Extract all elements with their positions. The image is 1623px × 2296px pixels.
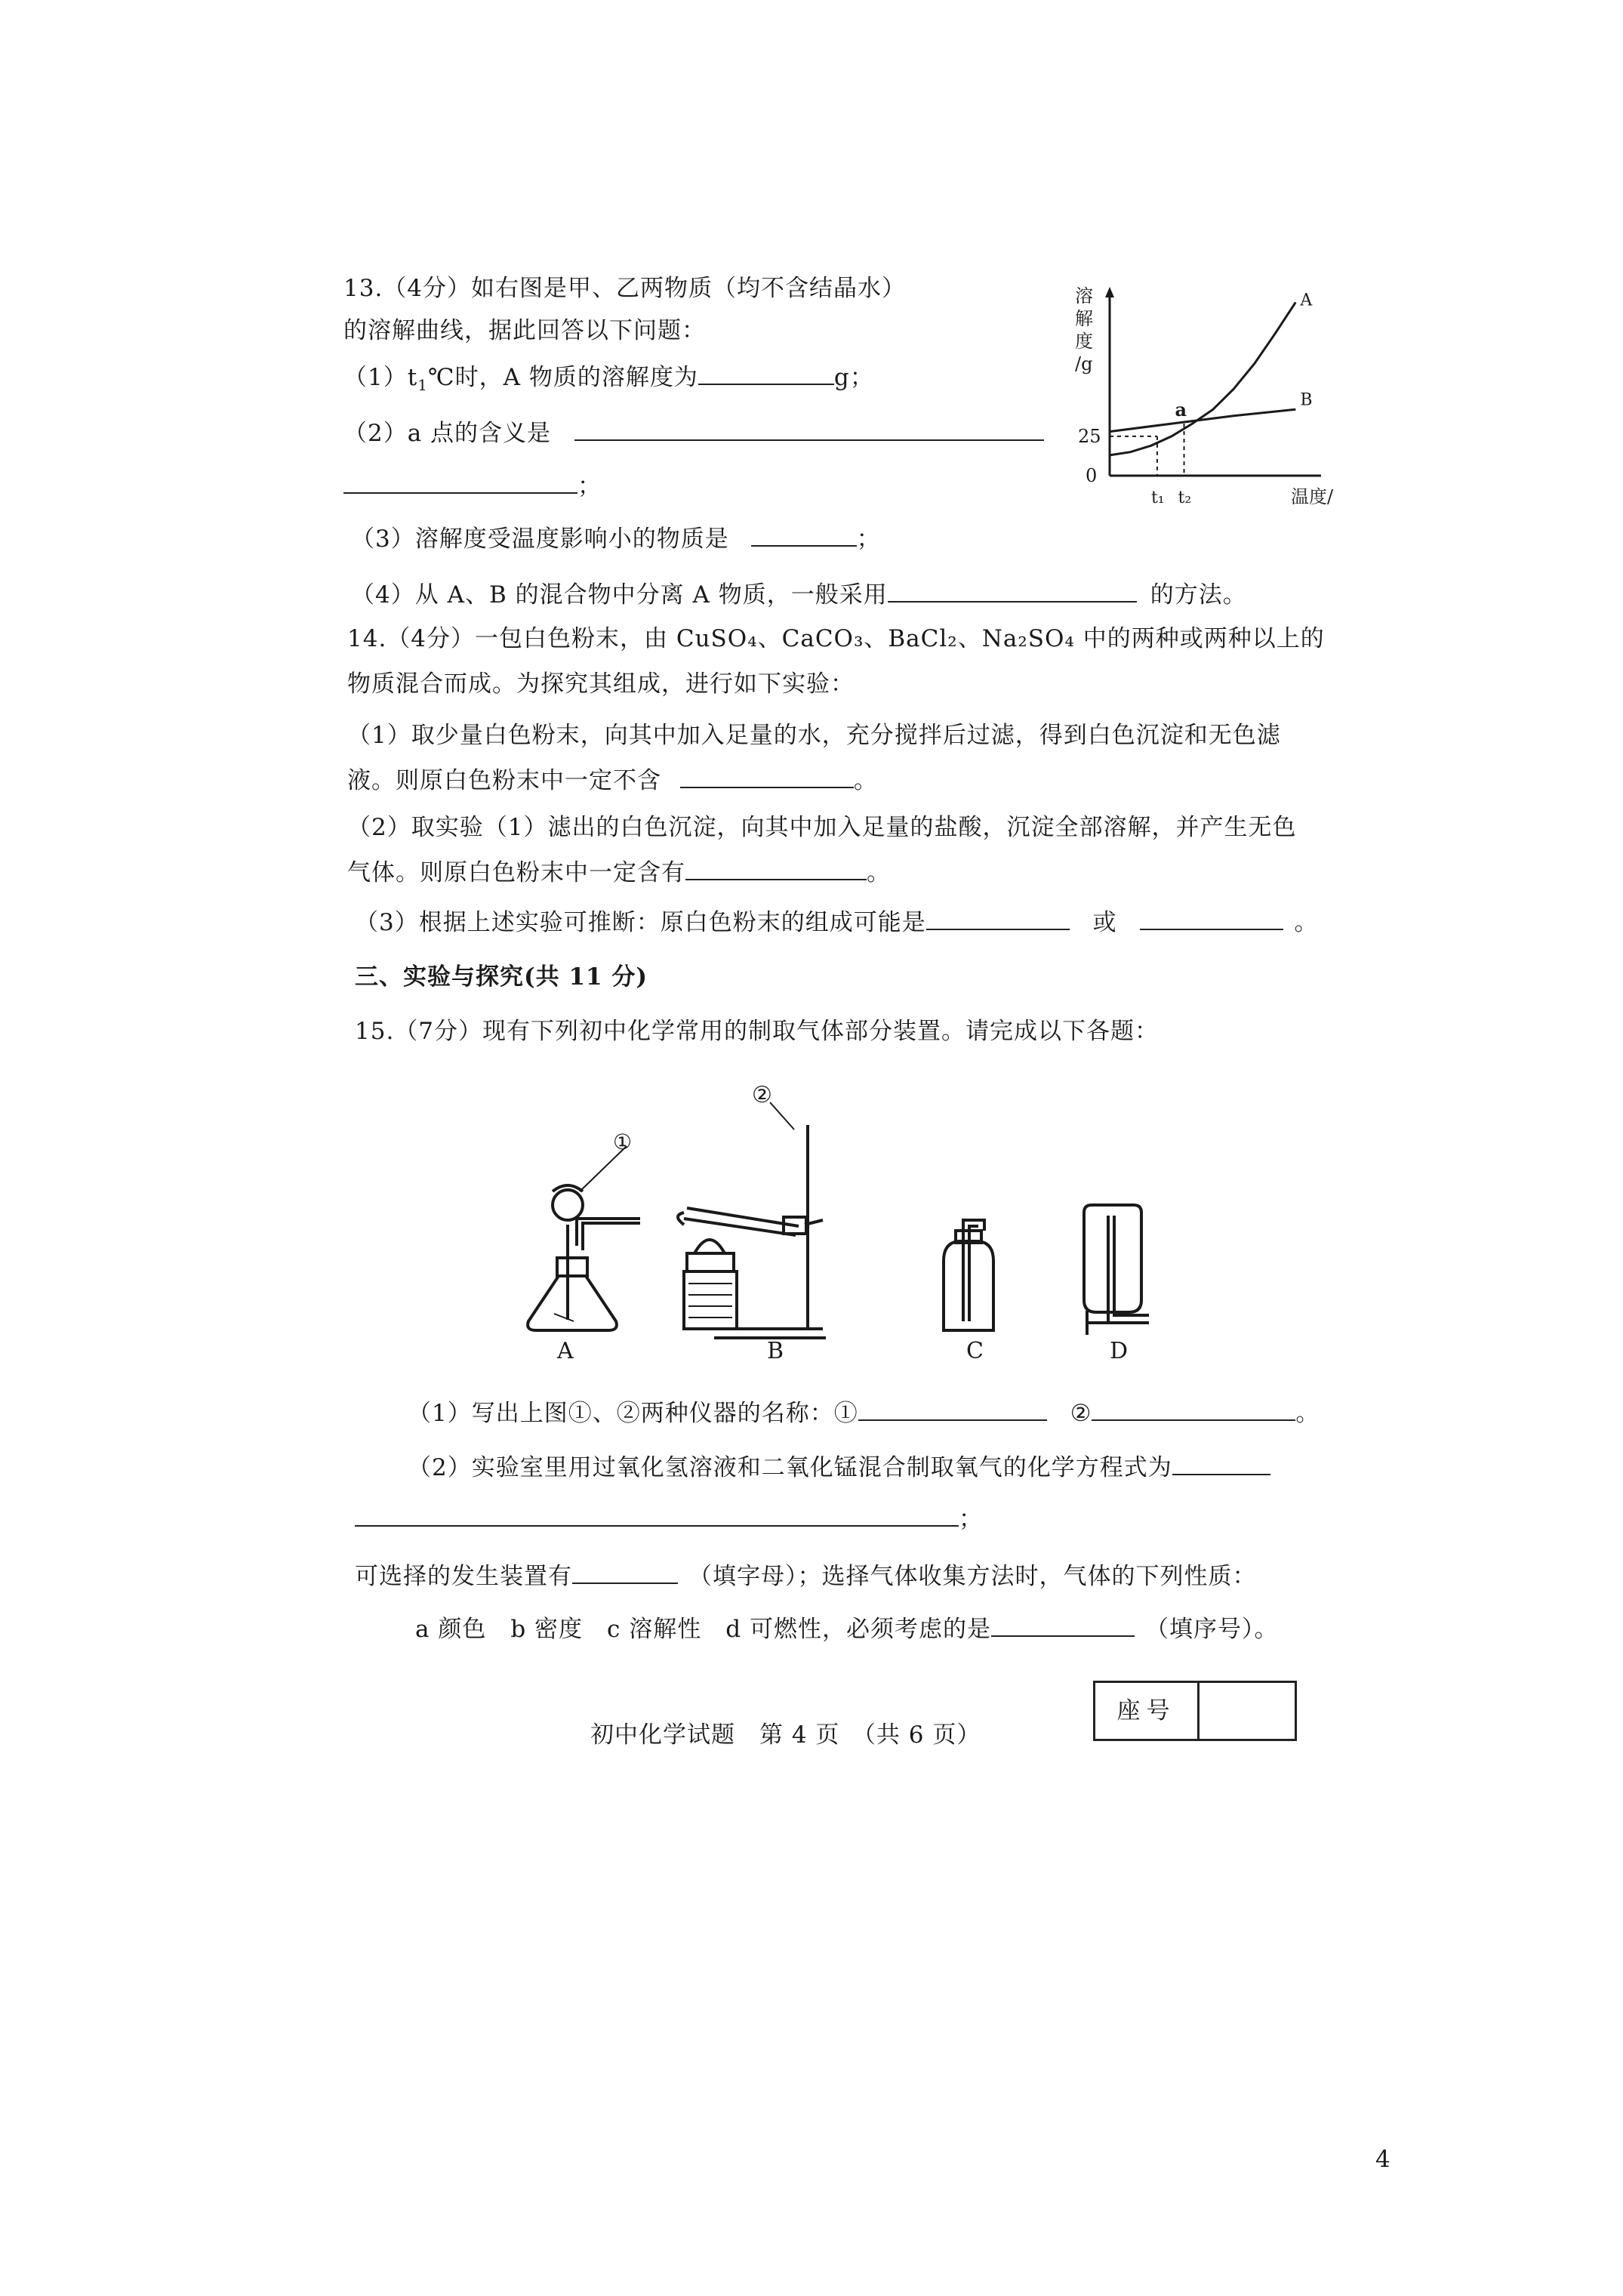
q13-part2-end: ； xyxy=(577,473,602,500)
q14-part2b-end: 。 xyxy=(867,859,891,886)
y-tick-label: 0 xyxy=(1086,465,1098,486)
q15-part3-text-b: （填字母）；选择气体收集方法时，气体的下列性质： xyxy=(688,1563,1257,1590)
q15-equation-blank[interactable] xyxy=(355,1502,959,1527)
q14-title: 14.（4分）一包白色粉末，由 CuSO₄、CaCO₃、BaCl₂、Na₂SO₄ 中的两种或两种以上的 xyxy=(347,625,1325,652)
q13-part2-blank-2[interactable] xyxy=(343,470,577,494)
x-tick-label: t₁ xyxy=(1150,488,1165,507)
q13-part1 xyxy=(343,361,874,400)
q13-part3-blank[interactable] xyxy=(751,522,857,547)
q13-part1-blank[interactable] xyxy=(698,361,834,385)
q15-part1-text: （1）写出上图①、②两种仪器的名称：① xyxy=(408,1400,858,1427)
page-footer: 初中化学试题 第 4 页 （共 6 页） xyxy=(590,1721,981,1749)
section-3-heading: 三、实验与探究(共 11 分) xyxy=(355,963,648,991)
q14-part3-text: （3）根据上述实验可推断：原白色粉末的组成可能是 xyxy=(355,909,926,936)
q15-part4 xyxy=(415,1613,1278,1644)
q13-part4-text: （4）从 A、B 的混合物中分离 A 物质，一般采用 xyxy=(351,581,888,609)
apparatus-figure xyxy=(513,1065,1193,1382)
q15-part2-text: （2）实验室里用过氧化氢溶液和二氧化锰混合制取氧气的化学方程式为 xyxy=(408,1454,1172,1481)
label-b: B xyxy=(767,1338,784,1364)
q15-part3 xyxy=(355,1560,1257,1592)
series-line-B xyxy=(1110,409,1295,431)
q13-title: 13.（4分）如右图是甲、乙两物质（均不含结晶水） xyxy=(343,275,907,302)
point-a-label: a xyxy=(1175,399,1187,421)
q13-part2-cont xyxy=(343,470,602,501)
q15-part1-mid: ② xyxy=(1070,1400,1092,1427)
label-a: A xyxy=(557,1338,574,1364)
q13-part3-end: ； xyxy=(856,525,881,553)
x-axis-label: 温度/ xyxy=(1291,486,1334,507)
q14-part3-blank-2[interactable] xyxy=(1140,906,1283,930)
q14-part2a: （2）取实验（1）滤出的白色沉淀，向其中加入足量的盐酸，沉淀全部溶解，并产生无色 xyxy=(347,814,1297,841)
q14-part1b xyxy=(347,764,878,796)
apparatus-c-bottle xyxy=(944,1220,993,1330)
q15-part1-end: 。 xyxy=(1295,1400,1320,1427)
solubility-chart xyxy=(1064,279,1344,513)
seat-number-label: 座号 xyxy=(1095,1683,1200,1739)
q13-part1-sub: 1 xyxy=(417,376,428,395)
q13-part1-text-a: （1）t xyxy=(343,364,418,391)
q15-part4-blank[interactable] xyxy=(991,1613,1135,1637)
apparatus-d-bottle xyxy=(1084,1205,1149,1335)
q13-part2-blank[interactable] xyxy=(574,417,1044,441)
label-d: D xyxy=(1110,1338,1129,1364)
q15-part2-end: ； xyxy=(959,1505,983,1533)
q13-part2 xyxy=(343,417,1044,448)
q15-title: 15.（7分）现有下列初中化学常用的制取气体部分装置。请完成以下各题： xyxy=(355,1018,1160,1045)
q14-part3-or: 或 xyxy=(1092,909,1117,936)
q15-part1 xyxy=(408,1397,1320,1428)
apparatus-a-flask xyxy=(528,1146,640,1330)
q13-part1-text-b: ℃时，A 物质的溶解度为 xyxy=(427,364,698,391)
label-c: C xyxy=(966,1338,984,1364)
y-axis-label-char: 解 xyxy=(1075,308,1093,329)
mark-1: ① xyxy=(613,1130,633,1154)
q14-part3-end: 。 xyxy=(1294,909,1319,936)
q15-part2 xyxy=(408,1451,1270,1483)
q13-part3-text: （3）溶解度受温度影响小的物质是 xyxy=(351,525,729,553)
q13-intro: 的溶解曲线，据此回答以下问题： xyxy=(343,317,706,344)
q13-part4-blank[interactable] xyxy=(888,578,1137,603)
q15-part2-blank[interactable] xyxy=(1172,1451,1270,1475)
q15-part3-text: 可选择的发生装置有 xyxy=(355,1563,572,1590)
q14-part1a: （1）取少量白色粉末，向其中加入足量的水，充分搅拌后过滤，得到白色沉淀和无色滤 xyxy=(347,722,1281,749)
series-label-A: A xyxy=(1300,291,1313,310)
q14-part1b-end: 。 xyxy=(853,767,878,794)
q15-part1-blank-1[interactable] xyxy=(858,1397,1047,1421)
q15-part4-end: （填序号）。 xyxy=(1144,1616,1279,1643)
x-tick-label: t₂ xyxy=(1178,488,1192,507)
y-axis-label-char: 度 xyxy=(1075,331,1093,352)
series-label-B: B xyxy=(1300,390,1313,410)
q14-intro: 物质混合而成。为探究其组成，进行如下实验： xyxy=(347,670,855,698)
y-axis-label-char: 溶 xyxy=(1075,285,1093,307)
mark-2: ② xyxy=(752,1082,772,1108)
seat-number-box xyxy=(1093,1681,1297,1741)
q14-part3 xyxy=(355,906,1318,938)
seat-number-field[interactable] xyxy=(1200,1683,1295,1739)
series-line-A xyxy=(1110,302,1295,455)
apparatus-b-stand xyxy=(678,1102,826,1338)
q15-part2-cont xyxy=(355,1502,983,1534)
q14-part2-blank[interactable] xyxy=(685,856,867,880)
q14-part1b-text: 液。则原白色粉末中一定不含 xyxy=(347,767,661,794)
q15-part1-blank-2[interactable] xyxy=(1092,1397,1295,1421)
q14-part3-blank-1[interactable] xyxy=(926,906,1070,930)
q14-part2b-text: 气体。则原白色粉末中一定含有 xyxy=(347,859,685,886)
y-axis-label-char: /g xyxy=(1075,353,1093,374)
page-number: 4 xyxy=(1375,2146,1391,2173)
q15-part3-blank[interactable] xyxy=(572,1560,678,1584)
q15-part4-text: a 颜色 b 密度 c 溶解性 d 可燃性，必须考虑的是 xyxy=(415,1616,991,1643)
q13-part2-text: （2）a 点的含义是 xyxy=(343,420,552,447)
q14-part2b xyxy=(347,856,891,888)
y-tick-label: 25 xyxy=(1078,425,1101,447)
q13-part4-end: 的方法。 xyxy=(1150,581,1247,609)
q14-part1-blank[interactable] xyxy=(680,764,854,788)
q13-part1-unit: g； xyxy=(833,364,874,391)
q13-part4 xyxy=(351,578,1247,610)
q13-part3 xyxy=(351,522,881,554)
y-axis-arrow xyxy=(1105,287,1114,297)
